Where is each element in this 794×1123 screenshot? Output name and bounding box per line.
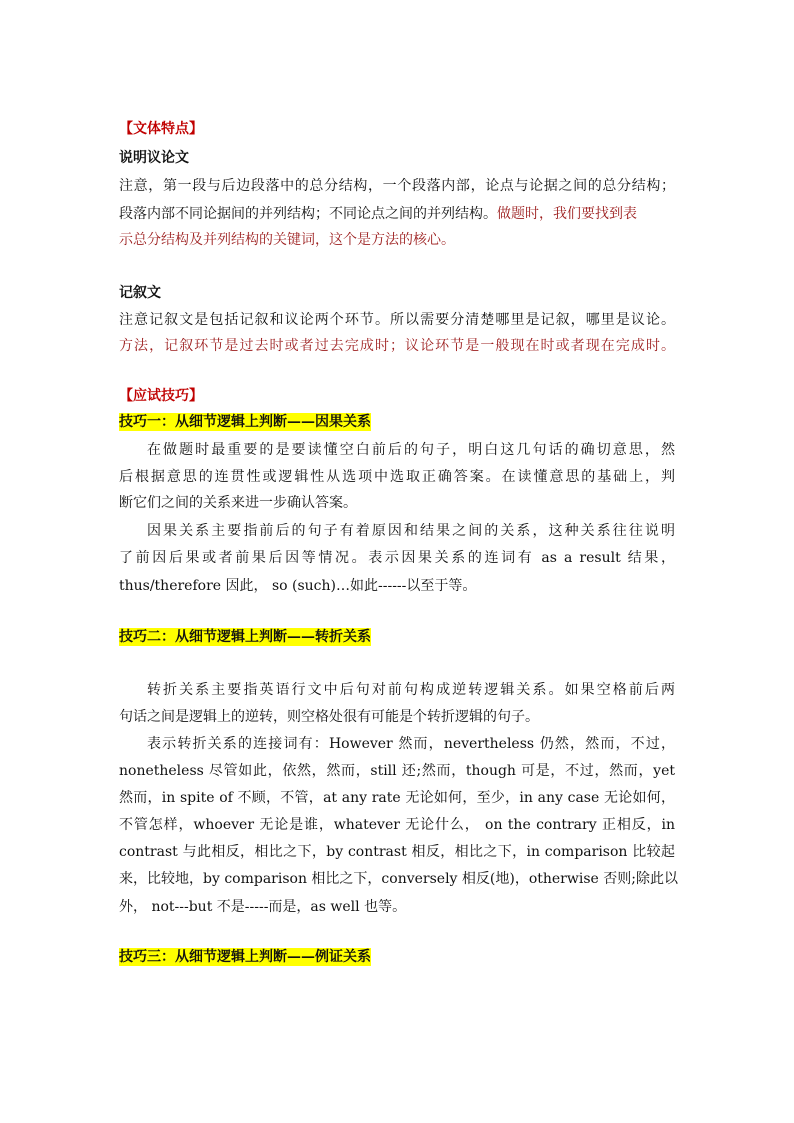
paragraph-line: 句话之间是逻辑上的逆转，则空格处很有可能是个转折逻辑的句子。 — [119, 709, 539, 725]
paragraph-line: 断它们之间的关系来进一步确认答案。 — [119, 495, 357, 511]
paragraph-line: 因果关系主要指前后的句子有着原因和结果之间的关系，这种关系往往说明 — [147, 523, 675, 539]
highlighted-title: 技巧二：从细节逻辑上判断——转折关系 — [119, 629, 371, 645]
tip-title-3 — [119, 947, 371, 967]
highlighted-title: 技巧一：从细节逻辑上判断——因果关系 — [119, 414, 371, 430]
paragraph-line: 外， not---but 不是-----而是，as well 也等。 — [119, 899, 407, 915]
subheading-narrative: 记叙文 — [119, 285, 161, 301]
paragraph-line: 注意，第一段与后边段落中的总分结构，一个段落内部，论点与论据之间的总分结构； — [119, 178, 675, 194]
section-heading-style: 【文体特点】 — [119, 121, 203, 137]
paragraph-line: contrast 与此相反，相比之下，by contrast 相反，相比之下，in comparison 比较起 — [119, 844, 675, 860]
paragraph-line: thus/therefore 因此， so (such)…如此------以至于等。 — [119, 578, 477, 594]
highlighted-title: 技巧三：从细节逻辑上判断——例证关系 — [119, 949, 371, 965]
emphasis-line: 方法，记叙环节是过去时或者过去完成时；议论环节是一般现在时或者现在完成时。 — [119, 338, 675, 354]
paragraph-line: 然而，in spite of 不顾，不管，at any rate 无论如何，至少，in any case 无论如何， — [119, 790, 675, 806]
tip-title-2 — [119, 627, 371, 647]
section-heading-tips: 【应试技巧】 — [119, 388, 203, 404]
paragraph-line: 不管怎样，whoever 无论是谁，whatever 无论什么， on the contrary 正相反，in — [119, 817, 675, 833]
emphasis-line: 示总分结构及并列结构的关键词，这个是方法的核心。 — [119, 232, 455, 248]
paragraph-line: 来，比较地，by comparison 相比之下，conversely 相反(地)，otherwise 否则;除此以 — [119, 871, 678, 887]
paragraph-line: nonetheless 尽管如此，依然，然而，still 还;然而，though 可是，不过，然而，yet — [119, 763, 675, 779]
paragraph-line: 了前因后果或者前果后因等情况。表示因果关系的连词有 as a result 结果， — [119, 550, 675, 566]
paragraph-line: 转折关系主要指英语行文中后句对前句构成逆转逻辑关系。如果空格前后两 — [147, 682, 675, 698]
paragraph-text: 段落内部不同论据间的并列结构；不同论点之间的并列结构。 — [119, 206, 497, 222]
paragraph-line: 在做题时最重要的是要读懂空白前后的句子，明白这几句话的确切意思，然 — [147, 442, 675, 458]
tip-title-1 — [119, 412, 371, 432]
emphasis-text: 做题时，我们要找到表 — [497, 206, 637, 222]
paragraph-line: 后根据意思的连贯性或逻辑性从选项中选取正确答案。在读懂意思的基础上，判 — [119, 469, 675, 485]
paragraph-line: 注意记叙文是包括记叙和议论两个环节。所以需要分清楚哪里是记叙，哪里是议论。 — [119, 312, 675, 328]
paragraph-line — [119, 204, 637, 224]
subheading-argument: 说明议论文 — [119, 150, 189, 166]
paragraph-line: 表示转折关系的连接词有：However 然而，nevertheless 仍然，然而，不过， — [147, 736, 675, 752]
